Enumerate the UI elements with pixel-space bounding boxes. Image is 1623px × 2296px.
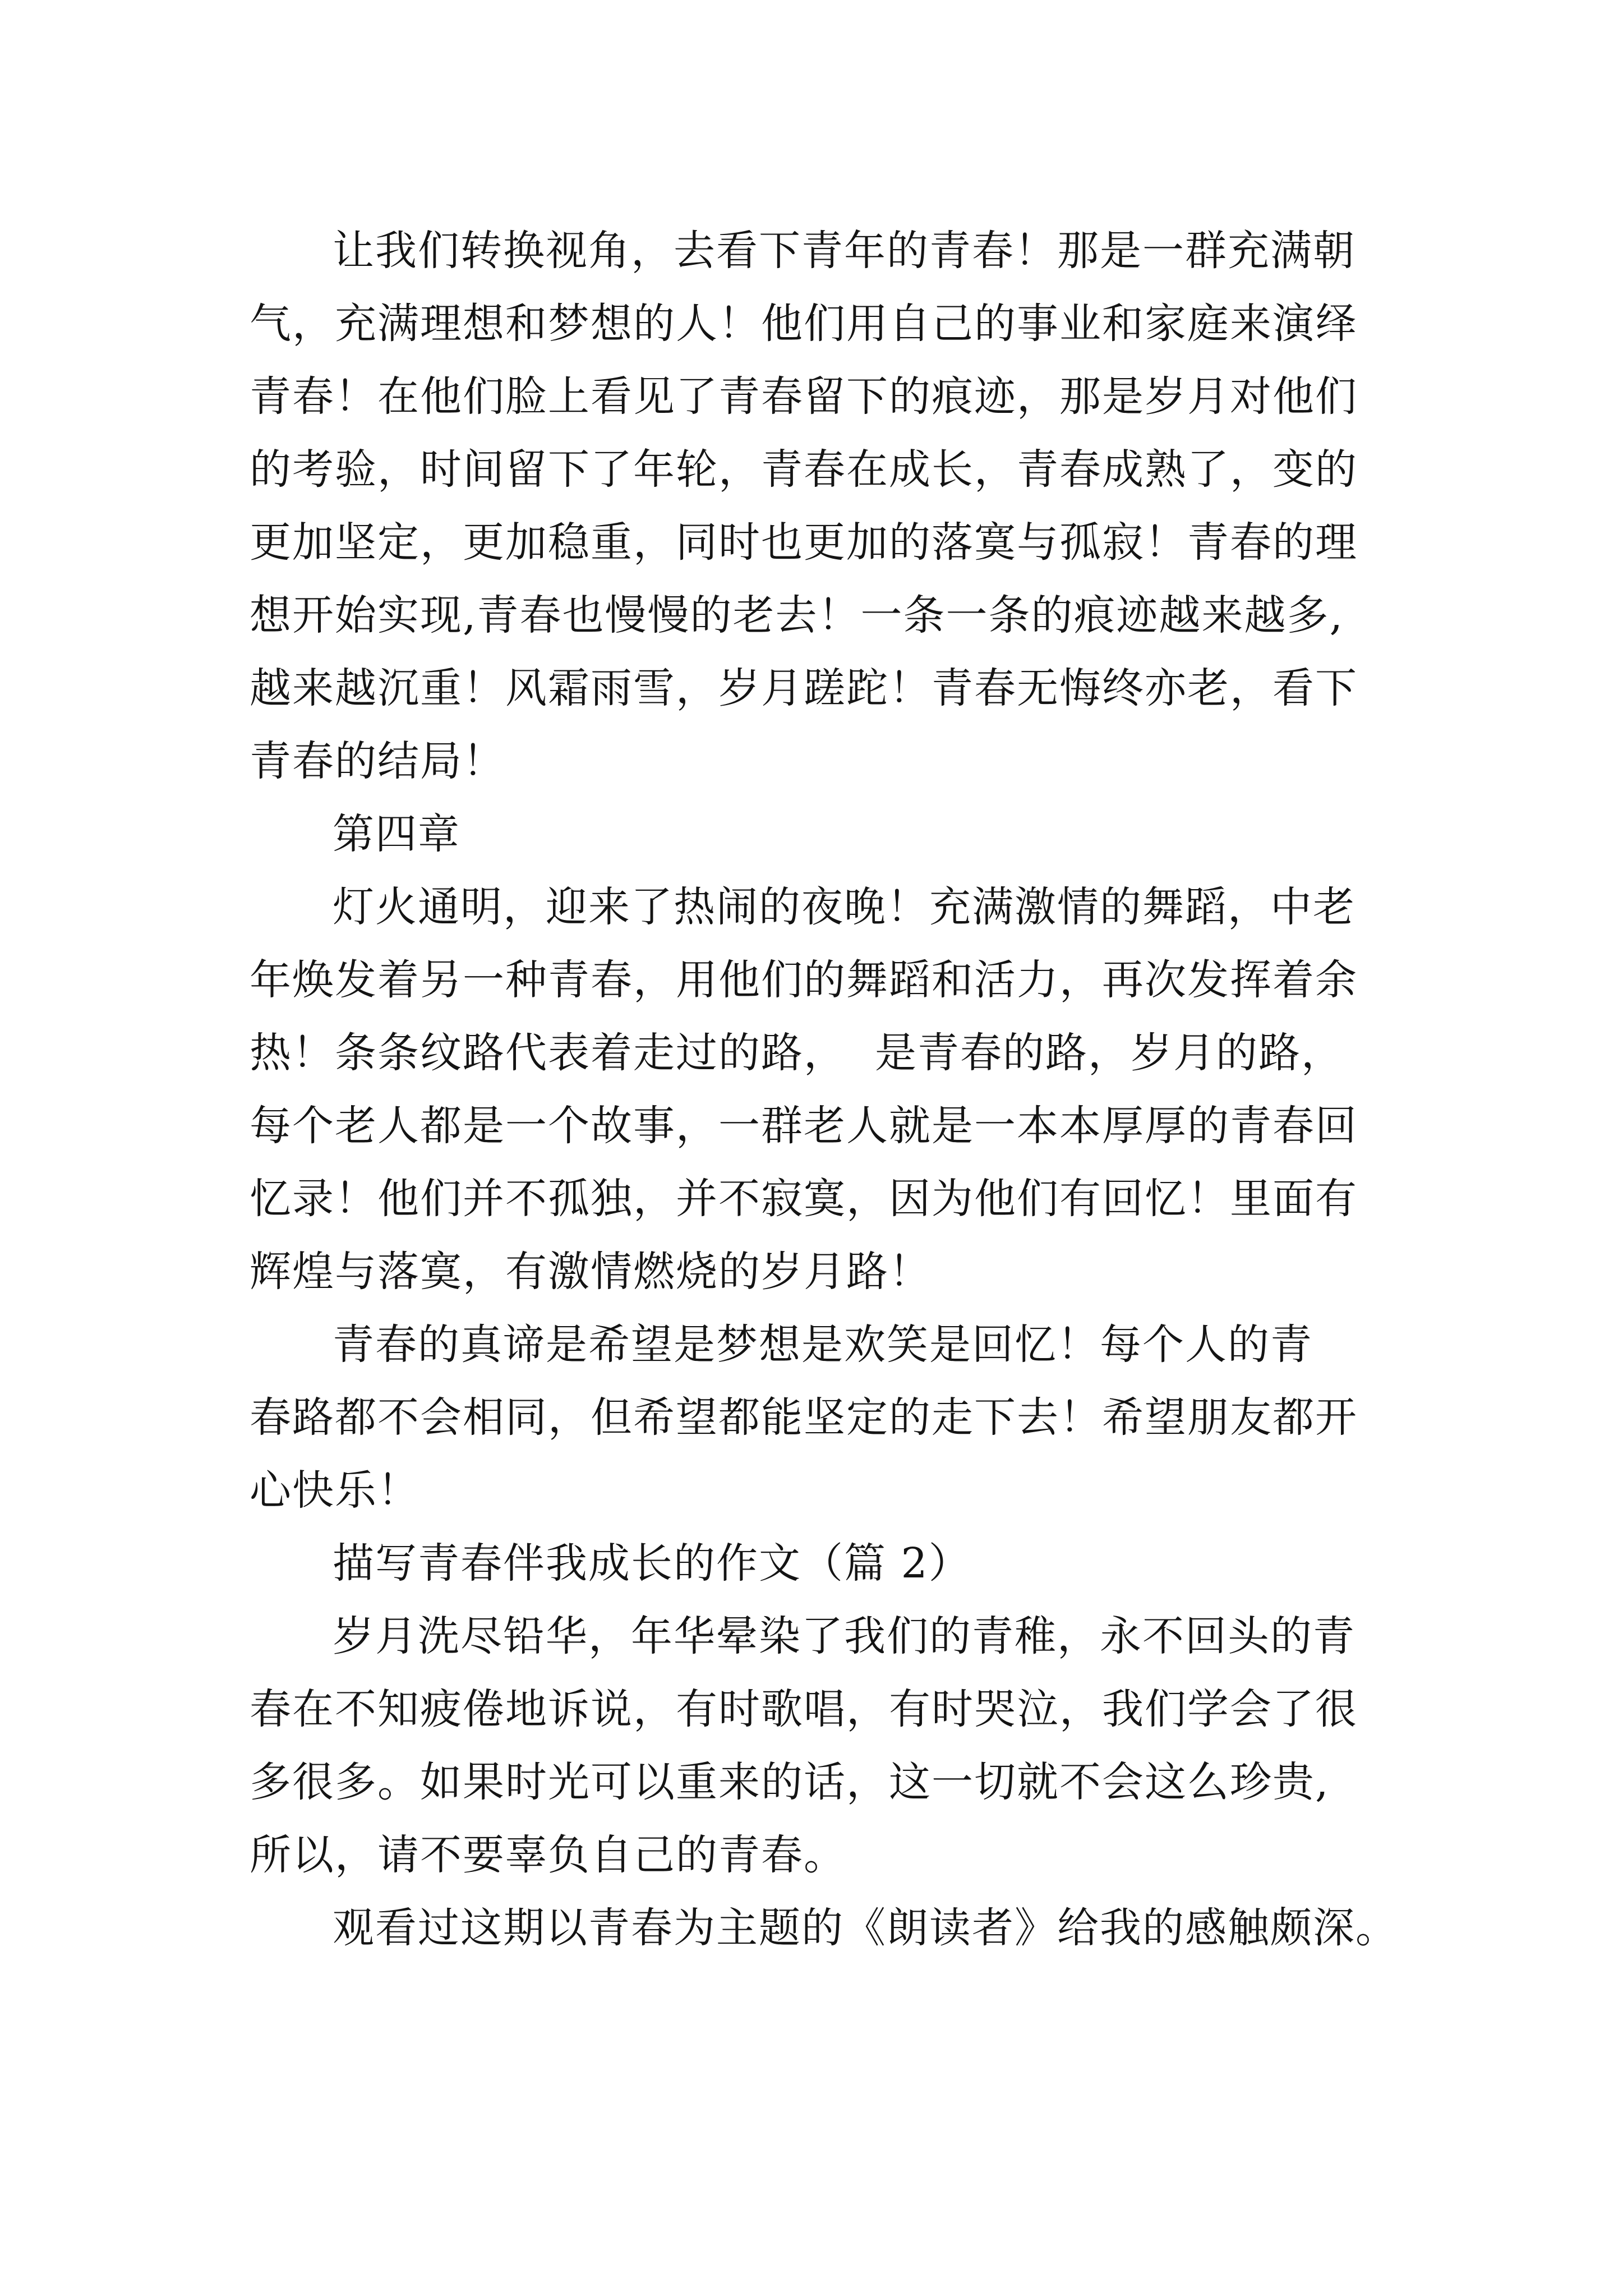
- document-body: [250, 214, 1398, 1964]
- text-line: 春路都不会相同，但希望都能坚定的走下去！希望朋友都开: [250, 1393, 1358, 1442]
- text-line: 青春的真谛是希望是梦想是欢笑是回忆！每个人的青: [333, 1320, 1313, 1369]
- text-line: 多很多。如果时光可以重来的话，这一切就不会这么珍贵,: [250, 1758, 1330, 1806]
- text-line: 青春的结局！: [250, 737, 505, 785]
- text-line: 越来越沉重！风霜雨雪，岁月蹉跎！青春无悔终亦老，看下: [250, 664, 1358, 712]
- paragraph: [250, 871, 1388, 1308]
- text-line: 所以，请不要辜负自己的青春。: [250, 1831, 846, 1879]
- text-line: 描写青春伴我成长的作文（篇 2）: [333, 1539, 971, 1588]
- text-line: 观看过这期以青春为主题的《朗读者》给我的感触颇深。: [333, 1904, 1398, 1952]
- text-line: 春在不知疲倦地诉说，有时歌唱，有时哭泣，我们学会了很: [250, 1685, 1358, 1733]
- text-line: 灯火通明，迎来了热闹的夜晚！充满激情的舞蹈，中老: [333, 883, 1355, 931]
- text-line: 想开始实现,青春也慢慢的老去！一条一条的痕迹越来越多,: [250, 591, 1344, 639]
- text-line: 岁月洗尽铅华，年华晕染了我们的青稚，永不回头的青: [333, 1612, 1355, 1660]
- text-line: 第四章: [333, 810, 460, 858]
- text-line: 热！条条纹路代表着走过的路， 是青春的路，岁月的路，: [250, 1029, 1344, 1077]
- section-heading: [250, 1527, 1388, 1600]
- text-line: 年焕发着另一种青春，用他们的舞蹈和活力，再次发挥着余: [250, 956, 1358, 1004]
- text-line: 辉煌与落寞，有激情燃烧的岁月路！: [250, 1248, 932, 1296]
- text-line: 忆录！他们并不孤独，并不寂寞，因为他们有回忆！里面有: [250, 1175, 1358, 1223]
- text-line: 每个老人都是一个故事，一群老人就是一本本厚厚的青春回: [250, 1102, 1358, 1150]
- text-line: 心快乐！: [250, 1466, 420, 1515]
- chapter-heading: [250, 798, 1388, 871]
- paragraph: [250, 214, 1388, 798]
- paragraph: [250, 1308, 1388, 1527]
- text-line: 青春！在他们脸上看见了青春留下的痕迹，那是岁月对他们: [250, 372, 1358, 421]
- paragraph: [250, 1600, 1388, 1892]
- text-line: 的考验，时间留下了年轮，青春在成长，青春成熟了，变的: [250, 445, 1358, 494]
- text-line: 让我们转换视角，去看下青年的青春！那是一群充满朝: [333, 227, 1355, 275]
- paragraph: [250, 1892, 1398, 1964]
- text-line: 更加坚定，更加稳重，同时也更加的落寞与孤寂！青春的理: [250, 518, 1358, 567]
- text-line: 气，充满理想和梦想的人！他们用自己的事业和家庭来演绎: [250, 300, 1358, 348]
